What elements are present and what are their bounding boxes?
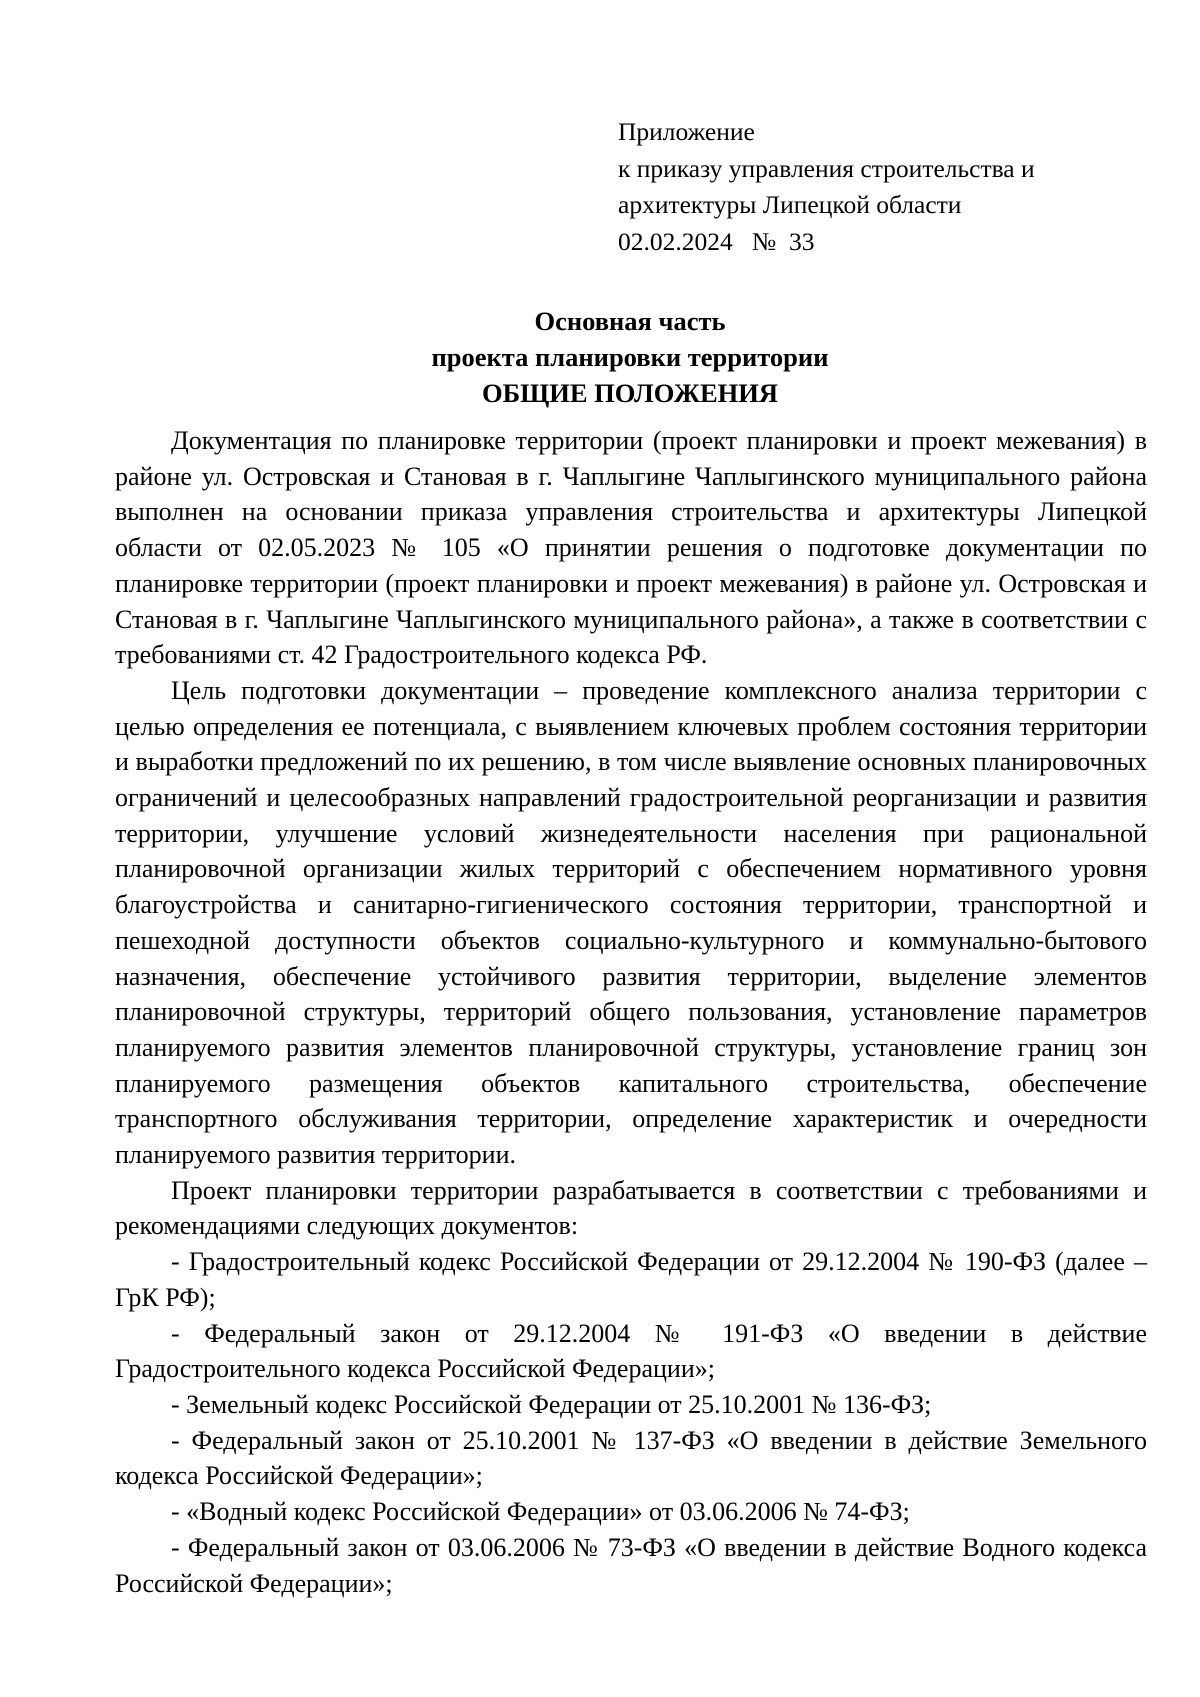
appendix-authority-line: архитектуры Липецкой области bbox=[618, 190, 962, 219]
appendix-order-line: к приказу управления строительства и bbox=[618, 153, 1035, 183]
appendix-date-number: 02.02.2024 № 33 bbox=[618, 226, 815, 256]
list-item-zk: - Земельный кодекс Российской Федерации от 25.10.2001 № 136-ФЗ; bbox=[171, 1389, 932, 1419]
list-item-fz-137: - Федеральный закон от 25.10.2001 № 137-ФЗ «О введении в действие Земельного кодекса Российской Федерации»; bbox=[115, 1425, 1147, 1491]
title-line-2: проекта планировки территории bbox=[431, 342, 829, 372]
paragraph-purpose: Цель подготовки документации – проведение комплексного анализа территории с целью определения ее потенциала, с выявлением ключевых проблем состояния территории и выработки предложений по их решению, в том числе выявление основных планировочных ограничений и целесообразных направлений градостроительной реорганизации и развития территории, улучшение условий жизнедеятельности населения при рациональной планировочной организации жилых территорий с обеспечением нормативного уровня благоустройства и санитарно-гигиенического состояния территории, транспортной и пешеходной доступности объектов социально-культурного и коммунально-бытового назначения, обеспечение устойчивого развития территории, выделение элементов планировочной структуры, территорий общего пользования, установление параметров планируемого развития элементов планировочной структуры, установление границ зон планируемого размещения объектов капитального строительства, обеспечение транспортного обслуживания территории, определение характеристик и очередности планируемого развития территории. bbox=[115, 675, 1147, 1170]
document-body bbox=[115, 423, 1147, 1601]
appendix-label: Приложение bbox=[618, 117, 755, 146]
list-item-grk: - Градостроительный кодекс Российской Федерации от 29.12.2004 № 190-ФЗ (далее – ГрК РФ); bbox=[115, 1247, 1147, 1312]
list-item-vk: - «Водный кодекс Российской Федерации» от 03.06.2006 № 74-ФЗ; bbox=[171, 1497, 910, 1527]
paragraph-basis: Документация по планировке территории (проект планировки и проект межевания) в районе ул. Островская и Становая в г. Чаплыгине Чаплыгинского муниципального района выполнен на основании приказа управления строительства и архитектуры Липецкой области от 02.05.2023 № 105 «О принятии решения о подготовке документации по планировке территории (проект планировки и проект межевания) в районе ул. Островская и Становая в г. Чаплыгине Чаплыгинского муниципального района», а также в соответствии с требованиями ст. 42 Градостроительного кодекса РФ. bbox=[115, 426, 1147, 670]
document-title bbox=[110, 303, 1150, 411]
appendix-header bbox=[618, 114, 1158, 260]
list-item-fz-191: - Федеральный закон от 29.12.2004 № 191-ФЗ «О введении в действие Градостроительного кодекса Российской Федерации»; bbox=[115, 1318, 1147, 1384]
title-line-3: ОБЩИЕ ПОЛОЖЕНИЯ bbox=[482, 378, 778, 408]
title-line-1: Основная часть bbox=[534, 306, 726, 336]
paragraph-documents-intro: Проект планировки территории разрабатывается в соответствии с требованиями и рекомендациями следующих документов: bbox=[115, 1175, 1147, 1241]
list-item-fz-73: - Федеральный закон от 03.06.2006 № 73-ФЗ «О введении в действие Водного кодекса Российской Федерации»; bbox=[115, 1532, 1147, 1598]
